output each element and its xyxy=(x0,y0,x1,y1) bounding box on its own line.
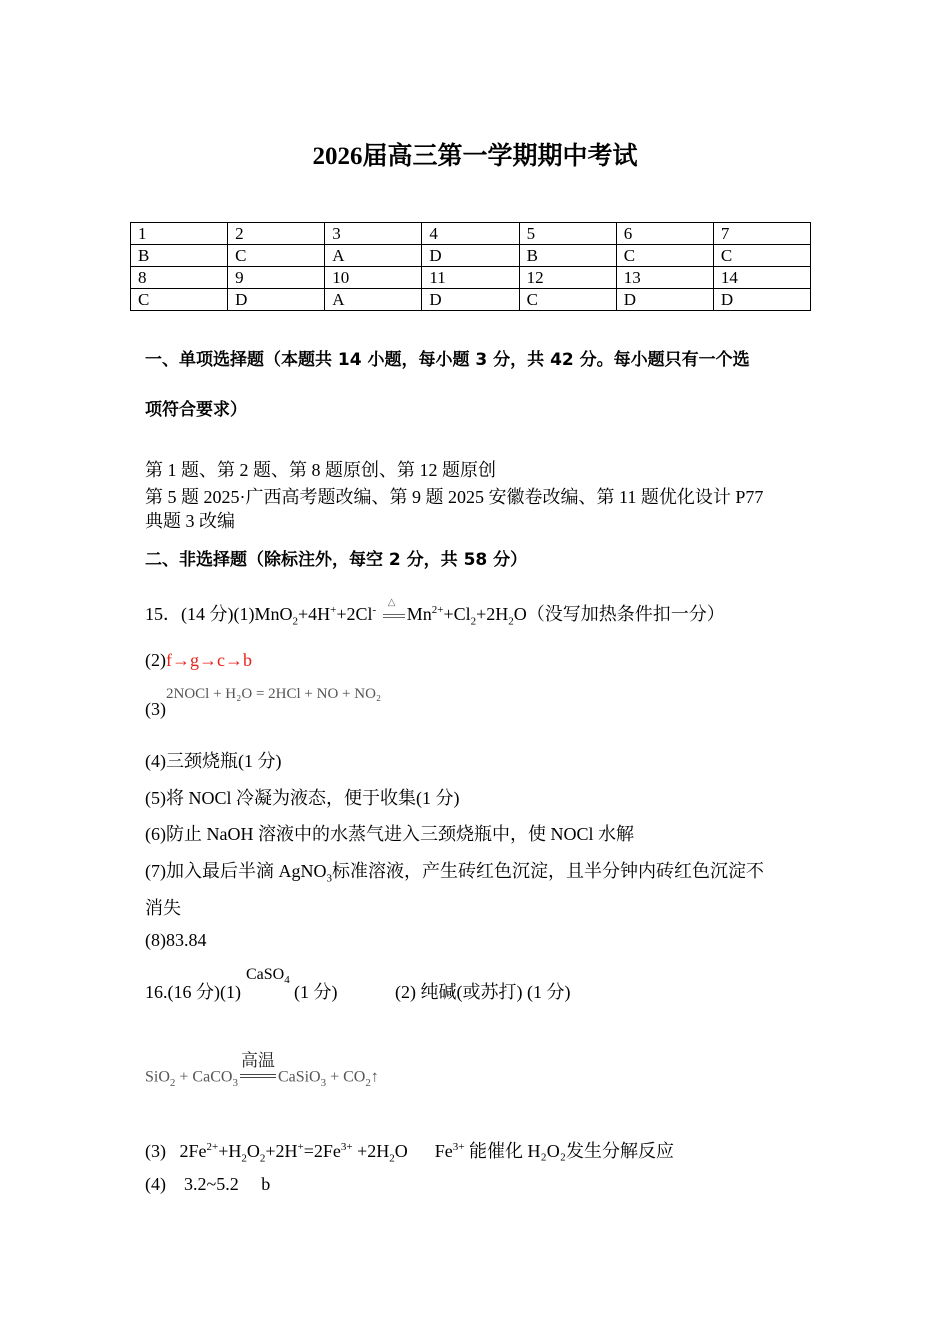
table-row xyxy=(131,223,811,245)
q15-a2-value: f→g→c→b xyxy=(166,650,252,670)
table-cell: 10 xyxy=(325,267,422,289)
heat-condition: △ xyxy=(387,596,396,608)
section1-note2-line1: 第 5 题 2025·广西高考题改编、第 9 题 2025 安徽卷改编、第 11 题优化设计 P77 xyxy=(145,487,764,507)
q16-a1-score: (1 分) xyxy=(294,982,338,1002)
section2-heading: 二、非选择题（除标注外，每空 2 分，共 58 分） xyxy=(145,550,528,570)
q15-prefix: 15．(14 分)(1) xyxy=(145,604,255,624)
q15-equation-right: $Mn^{2+}+Cl_2+2H_2O$ xyxy=(406,604,527,628)
table-cell: A xyxy=(325,289,422,311)
q15-answer2 xyxy=(145,650,252,671)
answer-table xyxy=(130,222,811,311)
q15-answer5: (5)将 NOCl 冷凝为液态，便于收集(1 分) xyxy=(145,788,460,808)
q16-answer4 xyxy=(145,1174,270,1195)
table-row xyxy=(131,245,811,267)
table-cell: 12 xyxy=(519,267,616,289)
table-cell: 2 xyxy=(228,223,325,245)
section1-heading-line1: 一、单项选择题（本题共 14 小题，每小题 3 分，共 42 分。每小题只有一个选 xyxy=(145,350,750,370)
high-temp-condition: 高温 xyxy=(240,1051,275,1071)
q16-a1-formula xyxy=(246,966,290,987)
q15-answer8: (8)83.84 xyxy=(145,930,207,950)
q16-prefix: 16.(16 分)(1) xyxy=(145,982,241,1002)
section1-note2-line2: 典题 3 改编 xyxy=(145,511,235,531)
q15-answer1 xyxy=(145,596,725,628)
table-cell: 4 xyxy=(422,223,519,245)
table-cell: 6 xyxy=(616,223,713,245)
q16-a1-sub: 4 xyxy=(284,974,290,987)
q16-a1-formula-text: CaSO xyxy=(246,966,285,983)
q15-answer7-line1 xyxy=(145,857,764,883)
table-cell: C xyxy=(616,245,713,267)
table-cell: C xyxy=(131,289,228,311)
section1-note1: 第 1 题、第 2 题、第 8 题原创、第 12 题原创 xyxy=(145,460,496,480)
table-cell: 11 xyxy=(422,267,519,289)
table-cell: D xyxy=(713,289,810,311)
table-cell: D xyxy=(228,289,325,311)
table-cell: 7 xyxy=(713,223,810,245)
q16-a4-choice: b xyxy=(261,1174,271,1194)
table-cell: A xyxy=(325,245,422,267)
table-cell: D xyxy=(422,245,519,267)
table-cell: C xyxy=(713,245,810,267)
q15-answer4: (4)三颈烧瓶(1 分) xyxy=(145,751,282,771)
q16-sio2-equation: SiO$_2$ + CaCO$_3$ 高温 CaSiO$_3$ + $CO_2↑$ xyxy=(145,1068,379,1088)
table-row xyxy=(131,267,811,289)
q15-answer7-line2: 消失 xyxy=(145,898,181,918)
q15-a7-part1: (7)加入最后半滴 AgNO xyxy=(145,861,327,881)
table-cell: 13 xyxy=(616,267,713,289)
q15-a7-sub: 3 xyxy=(326,872,332,885)
q16-a3-note: 能催化 H₂O₂发生分解反应 xyxy=(469,1141,675,1161)
table-cell: 5 xyxy=(519,223,616,245)
table-cell: 3 xyxy=(325,223,422,245)
table-cell: 8 xyxy=(131,267,228,289)
q15-a2-label: (2) xyxy=(145,650,166,670)
q15-answer6: (6)防止 NaOH 溶液中的水蒸气进入三颈烧瓶中，使 NOCl 水解 xyxy=(145,824,634,844)
table-cell: D xyxy=(616,289,713,311)
table-row xyxy=(131,289,811,311)
q16-a3-label: (3) xyxy=(145,1141,166,1161)
heating-arrow-icon xyxy=(381,596,407,624)
section1-heading-line2: 项符合要求） xyxy=(145,400,247,420)
table-cell: B xyxy=(519,245,616,267)
table-cell: 14 xyxy=(713,267,810,289)
table-cell: 1 xyxy=(131,223,228,245)
table-cell: D xyxy=(422,289,519,311)
table-cell: 9 xyxy=(228,267,325,289)
q15-a3-label: (3) xyxy=(145,699,166,719)
high-temp-arrow-icon xyxy=(238,1051,278,1088)
table-cell: B xyxy=(131,245,228,267)
q16-answer2: (2) 纯碱(或苏打) (1 分) xyxy=(395,982,571,1002)
table-cell: C xyxy=(519,289,616,311)
table-cell: C xyxy=(228,245,325,267)
q15-equation-left: MnO$_2$+4H++2Cl- xyxy=(254,604,377,628)
q16-a4-range: 3.2~5.2 xyxy=(184,1174,239,1194)
q16-answer3: (3) $2Fe^{2+}+H_2O_2+2H^+=2Fe^{3+} +2H_2O$ $Fe^{3+}$ 能催化 H₂O₂发生分解反应 xyxy=(145,1141,675,1165)
q15-a7-part2: 标准溶液，产生砖红色沉淀，且半分钟内砖红色沉淀不 xyxy=(332,861,764,881)
q16-a4-label: (4) xyxy=(145,1174,166,1194)
page-title: 2026届高三第一学期期中考试 xyxy=(312,143,638,170)
q15-a3-equation: 2NOCl + H₂O = 2HCl + NO + NO₂ xyxy=(166,686,382,702)
q15-note: （没写加热条件扣一分） xyxy=(526,604,725,624)
